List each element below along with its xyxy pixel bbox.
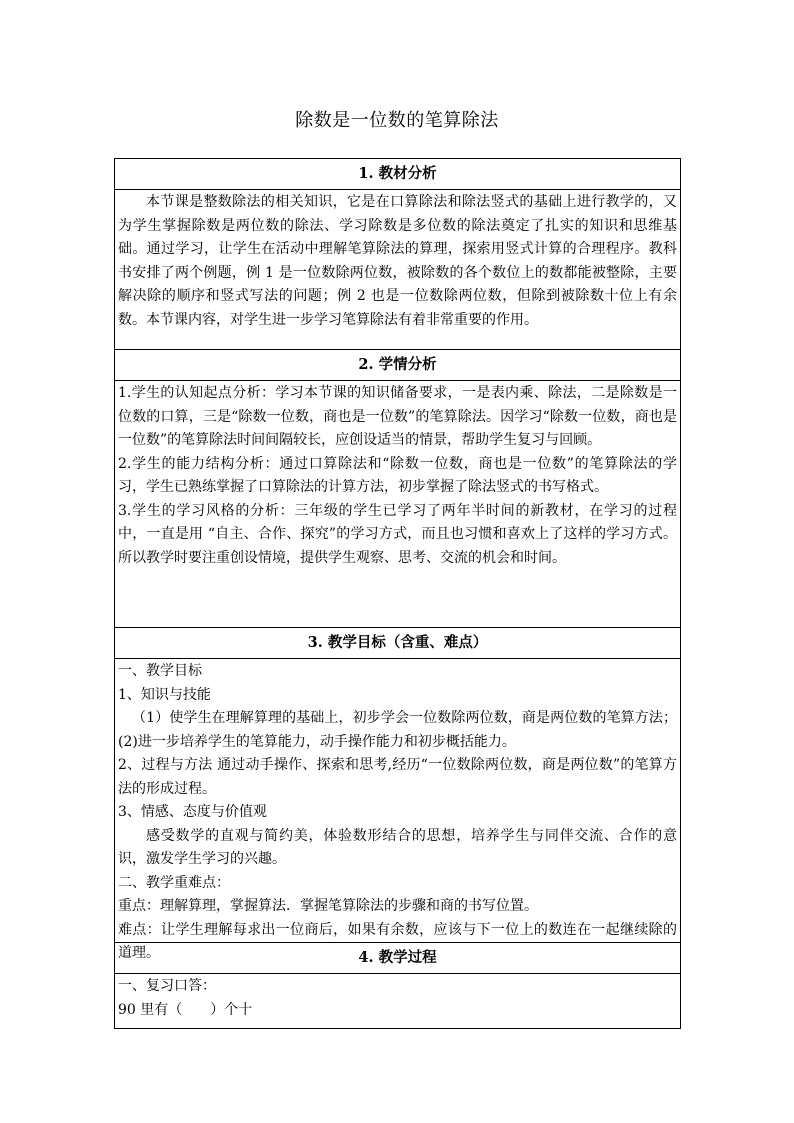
paragraph: 2.学生的能力结构分析：通过口算除法和“除数一位数，商也是一位数”的笔算除法的学习，学生已熟练掌握了口算除法的计算方法，初步掌握了除法竖式的书写格式。 (118, 455, 677, 495)
section-heading-student-analysis: 2. 学情分析 (115, 350, 680, 381)
paragraph: 3.学生的学习风格的分析：三年级的学生已学习了两年半时间的新教材，在学习的过程中，一直是用 “自主、合作、探究”的学习方式，而且也习惯和喜欢上了这样的学习方式。所以教学时要注重创设情境，提供学生观察、思考、交流的机会和时间。 (118, 502, 677, 566)
list-line: 1、知识与技能 (118, 686, 211, 703)
list-line: 3、情感、态度与价值观 (118, 804, 267, 820)
list-line: 一、复习口答： (118, 978, 216, 994)
list-line: 感受数学的直观与简约美，体验数形结合的思想，培养学生与同伴交流、合作的意识，激发学生学习的兴趣。 (118, 827, 677, 867)
list-line: 二、教学重难点： (118, 874, 230, 891)
list-line: 一、教学目标 (118, 663, 202, 679)
section-heading-textbook-analysis: 1. 教材分析 (115, 159, 680, 190)
list-line: 2、过程与方法 通过动手操作、探索和思考,经历“一位数除两位数，商是两位数”的笔算方法的形成过程。 (118, 757, 677, 797)
list-line: 难点：让学生理解每求出一位商后，如果有余数，应该与下一位上的数连在一起继续除的道理。 (118, 921, 677, 961)
section-heading-teaching-process: 4. 教学过程 (115, 943, 680, 974)
list-line: 90 里有（ ）个十 (118, 1001, 253, 1018)
section-heading-teaching-objectives: 3. 教学目标（含重、难点） (115, 628, 680, 659)
section-body-student-analysis (115, 381, 680, 628)
paragraph: 1.学生的认知起点分析：学习本节课的知识储备要求，一是表内乘、除法，二是除数是一位数的口算，三是“除数一位数，商也是一位数”的笔算除法。因学习“除数一位数，商也是一位数”的笔算除法时间间隔较长，应创设适当的情景，帮助学生复习与回顾。 (118, 385, 677, 448)
section-body-textbook-analysis (115, 190, 680, 350)
section-body-teaching-process (115, 974, 680, 1028)
document-title: 除数是一位数的笔算除法 (295, 110, 499, 131)
list-line: 重点：理解算理，掌握算法．掌握笔算除法的步骤和商的书写位置。 (118, 898, 538, 914)
list-line: （1）使学生在理解算理的基础上，初步学会一位数除两位数，商是两位数的笔算方法；(2)进一步培养学生的笔算能力，动手操作能力和初步概括能力。 (118, 710, 677, 750)
lesson-plan-table (114, 158, 681, 1029)
paragraph: 本节课是整数除法的相关知识，它是在口算除法和除法竖式的基础上进行教学的，又为学生掌握除数是两位数的除法、学习除数是多位数的除法奠定了扎实的知识和思维基础。通过学习，让学生在活动中理解笔算除法的算理，探索用竖式计算的合理程序。教科书安排了两个例题，例 1 是一位数除两位数，被除数的各个数位上的数都能被整除，主要解决除的顺序和竖式写法的问题；例 2 也是一位数除两位数，但除到被除数十位上有余数。本节课内容，对学生进一步学习笔算除法有着非常重要的作用。 (118, 194, 677, 328)
